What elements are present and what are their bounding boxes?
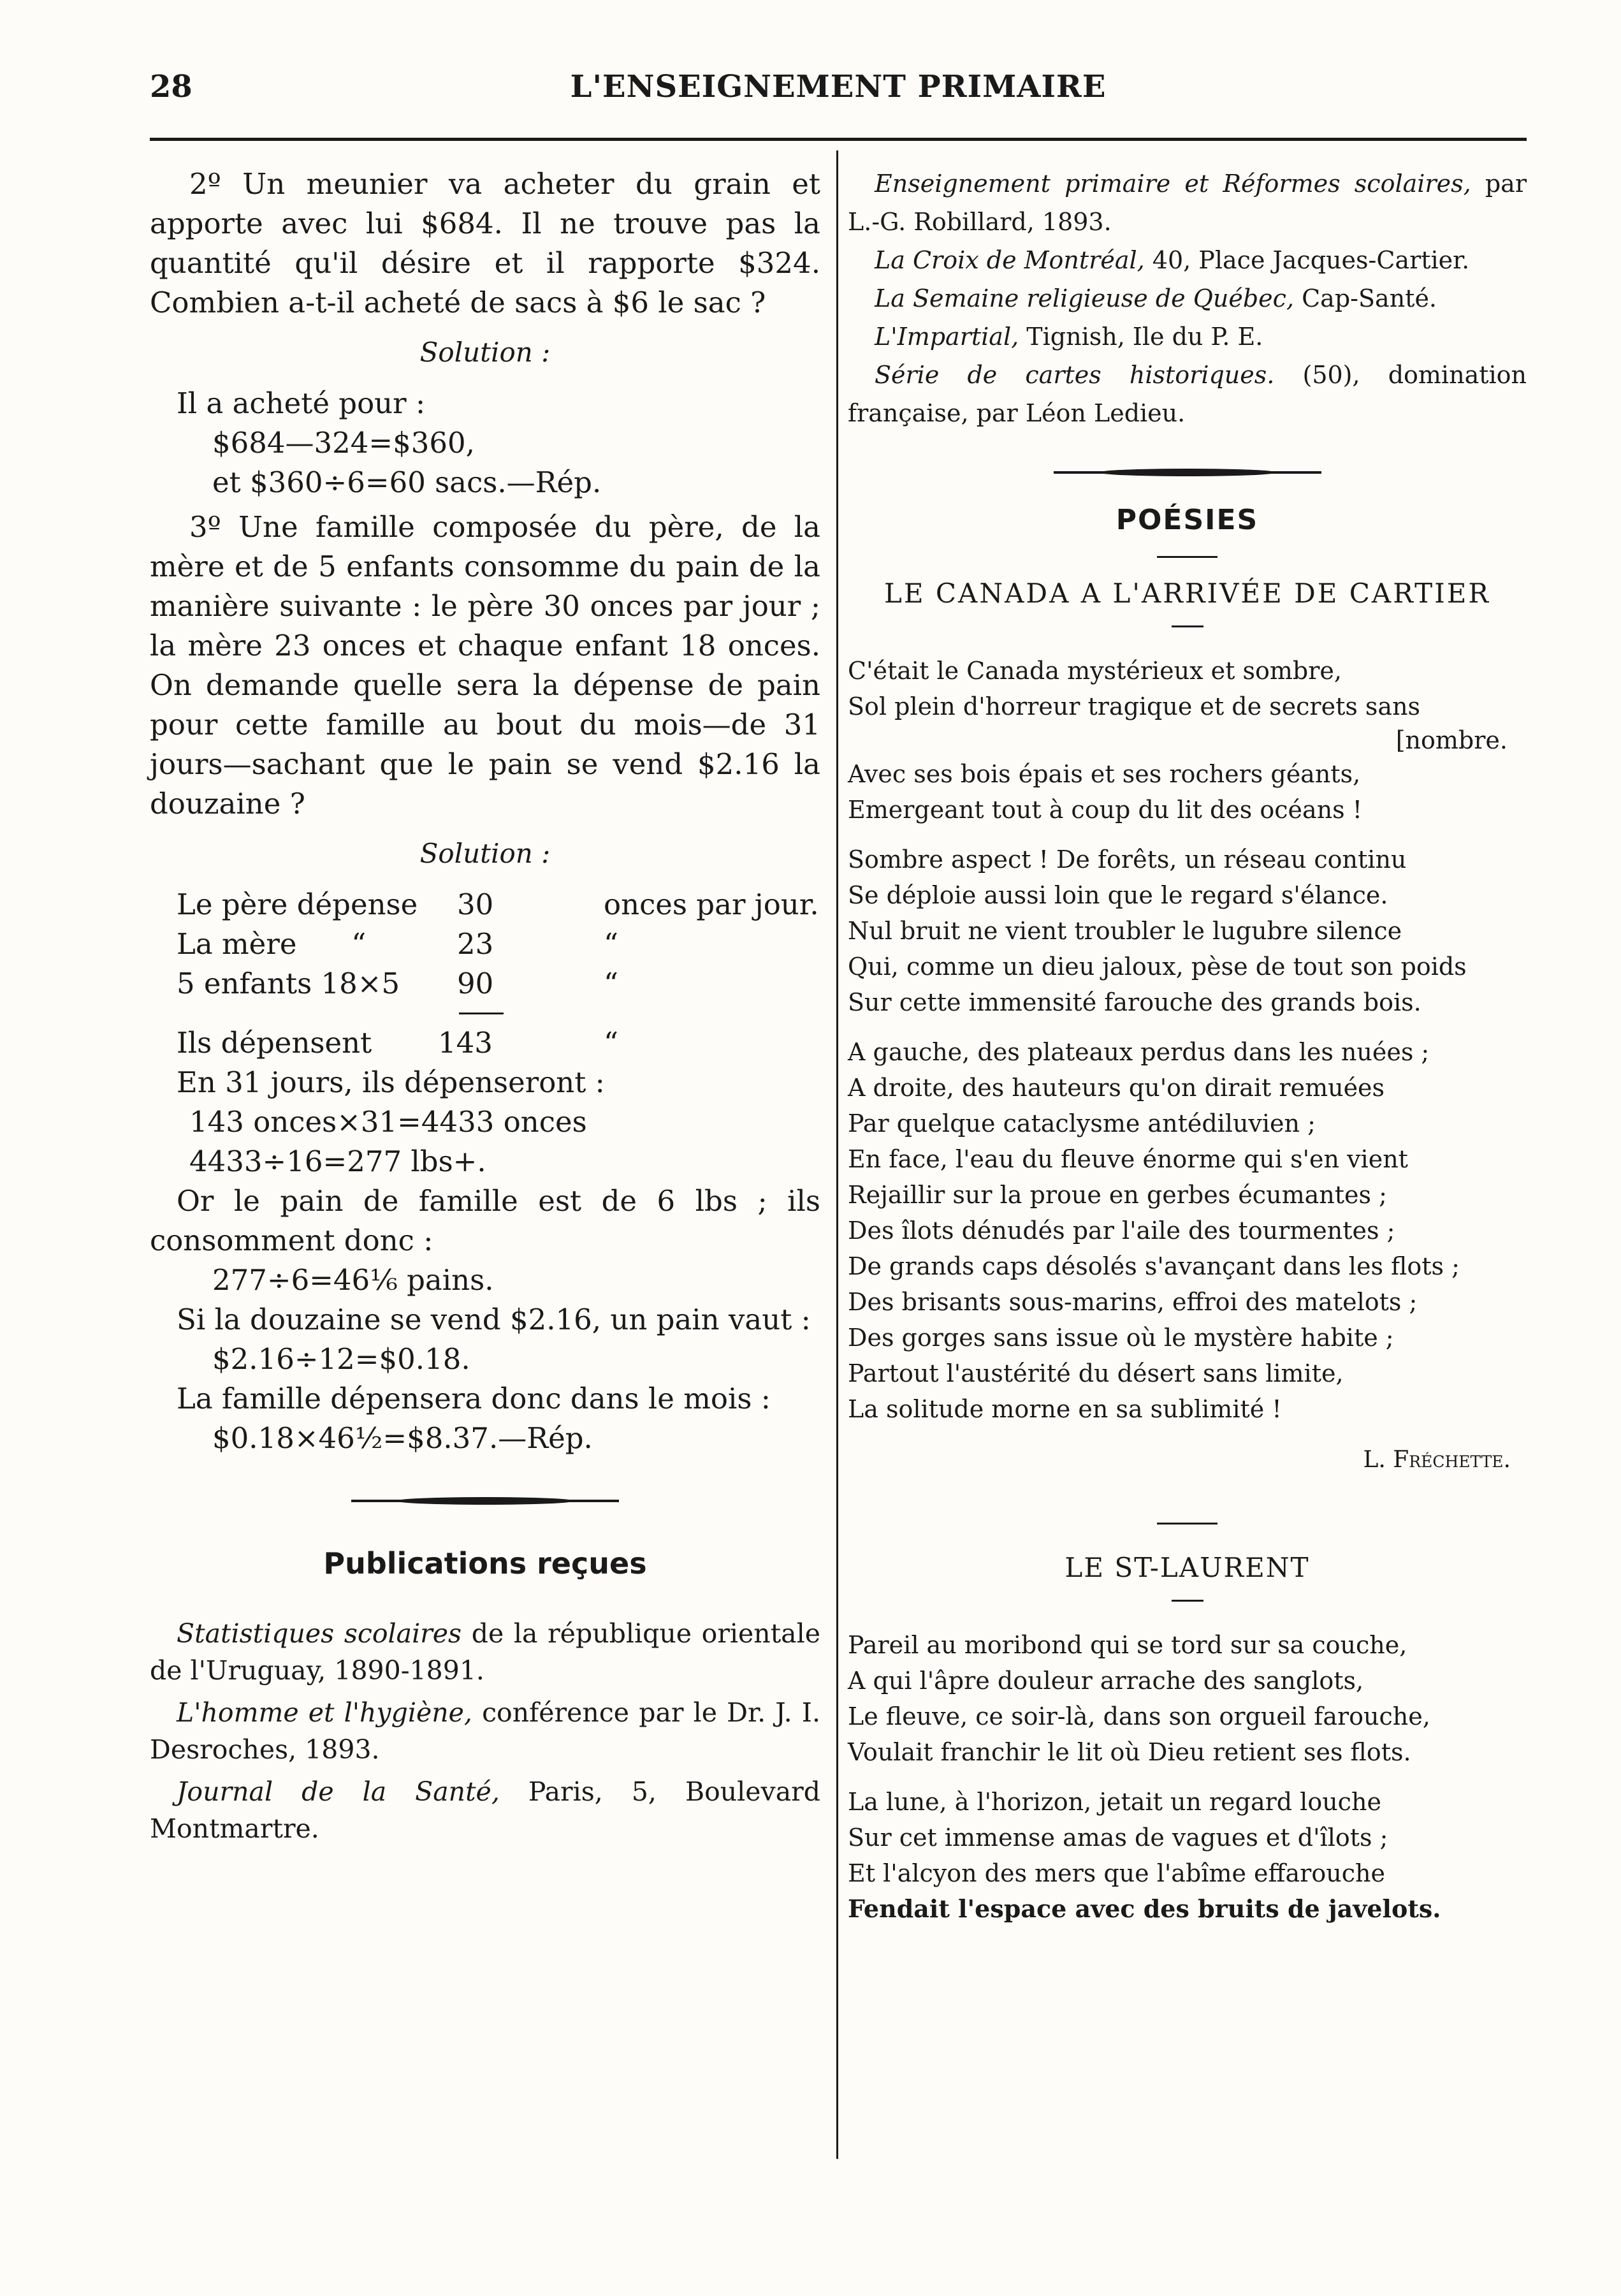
publication-detail: (50), domination française, par Léon Ledieu. xyxy=(848,361,1527,427)
page-number: 28 xyxy=(150,69,193,105)
publication-entry xyxy=(848,241,1527,279)
table-cell: Ils dépensent xyxy=(177,1026,372,1060)
table-cell: Le père dépense xyxy=(177,888,418,921)
section-rule xyxy=(1157,1523,1218,1525)
table-cell: 30 xyxy=(457,888,494,921)
poem-title: LE CANADA A L'ARRIVÉE DE CARTIER xyxy=(883,578,1490,609)
ornament-divider xyxy=(1054,468,1321,477)
verse-continuation: [nombre. xyxy=(1395,726,1508,754)
poem-stanza xyxy=(848,842,1527,1020)
verse-line: A droite, des hauteurs qu'on dirait remuées xyxy=(848,1074,1385,1102)
poem-stanza xyxy=(848,1784,1527,1927)
verse-line: Voulait franchir le lit où Dieu retient ses flots. xyxy=(848,1738,1411,1766)
solution-label: Solution : xyxy=(419,838,551,869)
publication-detail: Cap-Santé. xyxy=(1294,284,1437,312)
poem-author: L. Fréchette. xyxy=(1363,1447,1511,1473)
table-cell: “ xyxy=(604,967,619,1000)
verse-line: Partout l'austérité du désert sans limite, xyxy=(848,1359,1344,1387)
table-cell: 143 xyxy=(438,1026,493,1060)
publication-title: L'homme et l'hygiène, xyxy=(177,1697,472,1728)
solution-line: Or le pain de famille est de 6 lbs ; ils consomment donc : xyxy=(150,1184,820,1257)
publication-title: Enseignement primaire et Réformes scolaires, xyxy=(875,170,1471,198)
table-cell: “ xyxy=(604,927,619,961)
publication-detail: Paris, 5, Boulevard Montmartre. xyxy=(150,1776,820,1844)
verse-line: Par quelque cataclysme antédiluvien ; xyxy=(848,1109,1316,1137)
solution-line: 4433÷16=277 lbs+. xyxy=(189,1144,486,1178)
problem-3-text: 3º Une famille composée du père, de la mère et de 5 enfants consomme du pain de la manière suivante : le père 30 onces par jour ; la mère 23 onces et chaque enfant 18 onces. On demande quelle sera la dépense de pain pour cette famille au bout du mois—de 31 jours—sachant que le pain se vend $2.16 la douzaine ? xyxy=(150,510,820,821)
verse-line: Sur cet immense amas de vagues et d'îlots ; xyxy=(848,1824,1388,1852)
verse-line: Emergeant tout à coup du lit des océans ! xyxy=(848,796,1363,824)
verse-line: De grands caps désolés s'avançant dans les flots ; xyxy=(848,1252,1460,1280)
publication-entry xyxy=(848,356,1527,432)
solution-line: $684—324=$360, xyxy=(212,426,475,460)
verse-line: Se déploie aussi loin que le regard s'élance. xyxy=(848,881,1388,909)
table-cell: La mère “ xyxy=(177,927,367,961)
verse-line: Des îlots dénudés par l'aile des tourmentes ; xyxy=(848,1217,1395,1245)
table-cell: onces par jour. xyxy=(604,888,819,921)
table-cell: 90 xyxy=(457,967,494,1000)
page-header xyxy=(150,56,1527,126)
verse-line: Fendait l'espace avec des bruits de javelots. xyxy=(848,1894,1441,1923)
verse-line: Qui, comme un dieu jaloux, pèse de tout son poids xyxy=(848,953,1467,981)
verse-line: C'était le Canada mystérieux et sombre, xyxy=(848,657,1342,685)
verse-line: Nul bruit ne vient troubler le lugubre silence xyxy=(848,917,1402,945)
verse-line: Des gorges sans issue où le mystère habite ; xyxy=(848,1324,1394,1352)
publication-entry xyxy=(150,1773,820,1847)
section-rule xyxy=(1157,556,1218,558)
verse-line: Rejaillir sur la proue en gerbes écumantes ; xyxy=(848,1181,1387,1209)
total-row xyxy=(150,1023,820,1063)
publication-title: L'Impartial, xyxy=(875,323,1019,351)
publication-entry xyxy=(848,318,1527,356)
verse-line: Et l'alcyon des mers que l'abîme effarouche xyxy=(848,1859,1385,1887)
column-rule xyxy=(836,150,838,2159)
table-cell: 23 xyxy=(457,927,494,961)
poem-title: LE ST-LAURENT xyxy=(1065,1552,1310,1583)
solution-line: $0.18×46½=$8.37.—Rép. xyxy=(212,1421,593,1455)
verse-line: Avec ses bois épais et ses rochers géants, xyxy=(848,760,1361,788)
publication-detail: par L.-G. Robillard, 1893. xyxy=(848,170,1527,236)
poetry-section-title: POÉSIES xyxy=(1116,504,1259,536)
problem-2-text: 2º Un meunier va acheter du grain et apporte avec lui $684. Il ne trouve pas la quantité qu'il désire et il rapporte $324. Combien a-t-il acheté de sacs à $6 le sac ? xyxy=(150,167,820,319)
poem-stanza xyxy=(848,1627,1527,1770)
sum-rule xyxy=(459,1013,504,1014)
consumption-table xyxy=(150,885,820,1004)
solution-line: La famille dépensera donc dans le mois : xyxy=(177,1382,771,1415)
publication-detail: conférence par le Dr. J. I. Desroches, 1893. xyxy=(150,1697,820,1765)
table-cell: 5 enfants 18×5 xyxy=(177,967,400,1000)
verse-line: Le fleuve, ce soir-là, dans son orgueil farouche, xyxy=(848,1702,1430,1730)
verse-line: A qui l'âpre douleur arrache des sanglots, xyxy=(848,1667,1364,1695)
solution-line: 277÷6=46⅙ pains. xyxy=(212,1263,494,1297)
solution-line: Si la douzaine se vend $2.16, un pain vaut : xyxy=(177,1303,811,1336)
poem-stanza xyxy=(848,653,1527,828)
publication-entry xyxy=(848,165,1527,241)
publication-title: Statistiques scolaires xyxy=(177,1618,462,1649)
right-column xyxy=(848,165,1527,1941)
publication-detail: 40, Place Jacques-Cartier. xyxy=(1144,246,1470,274)
solution-line: 143 onces×31=4433 onces xyxy=(189,1105,587,1139)
publication-title: La Croix de Montréal, xyxy=(875,246,1145,274)
solution-label: Solution : xyxy=(419,337,551,368)
publication-entry xyxy=(150,1615,820,1689)
section-rule xyxy=(1172,1600,1203,1602)
publication-entry xyxy=(848,279,1527,318)
verse-line: Sur cette immensité farouche des grands bois. xyxy=(848,988,1421,1016)
solution-line: $2.16÷12=$0.18. xyxy=(212,1342,470,1376)
publications-title: Publications reçues xyxy=(323,1546,647,1581)
verse-line: La lune, à l'horizon, jetait un regard louche xyxy=(848,1788,1381,1816)
poem-stanza xyxy=(848,1034,1527,1427)
solution-line: En 31 jours, ils dépenseront : xyxy=(177,1065,605,1099)
verse-line: A gauche, des plateaux perdus dans les nuées ; xyxy=(848,1038,1430,1066)
solution-line: et $360÷6=60 sacs.—Rép. xyxy=(212,465,602,499)
verse-line: La solitude morne en sa sublimité ! xyxy=(848,1395,1282,1423)
table-cell: “ xyxy=(604,1026,619,1060)
publication-title: La Semaine religieuse de Québec, xyxy=(875,284,1295,312)
publication-detail: Tignish, Ile du P. E. xyxy=(1019,323,1263,351)
running-title: L'ENSEIGNEMENT PRIMAIRE xyxy=(570,69,1107,105)
left-column xyxy=(150,165,820,1852)
verse-line: En face, l'eau du fleuve énorme qui s'en vient xyxy=(848,1145,1408,1173)
verse-line: Sombre aspect ! De forêts, un réseau continu xyxy=(848,845,1407,874)
section-rule xyxy=(1172,625,1203,627)
verse-line: Sol plein d'horreur tragique et de secrets sans xyxy=(848,692,1421,720)
solution-line: Il a acheté pour : xyxy=(177,386,426,420)
verse-line: Pareil au moribond qui se tord sur sa couche, xyxy=(848,1631,1407,1659)
publication-entry xyxy=(150,1694,820,1768)
ornament-divider xyxy=(351,1496,619,1505)
publication-title: Journal de la Santé, xyxy=(177,1776,500,1807)
publication-detail: de la république orientale de l'Uruguay, 1890-1891. xyxy=(150,1618,820,1686)
verse-line: Des brisants sous-marins, effroi des matelots ; xyxy=(848,1288,1418,1316)
header-rule xyxy=(150,138,1527,141)
publication-title: Série de cartes historiques. xyxy=(875,361,1275,389)
